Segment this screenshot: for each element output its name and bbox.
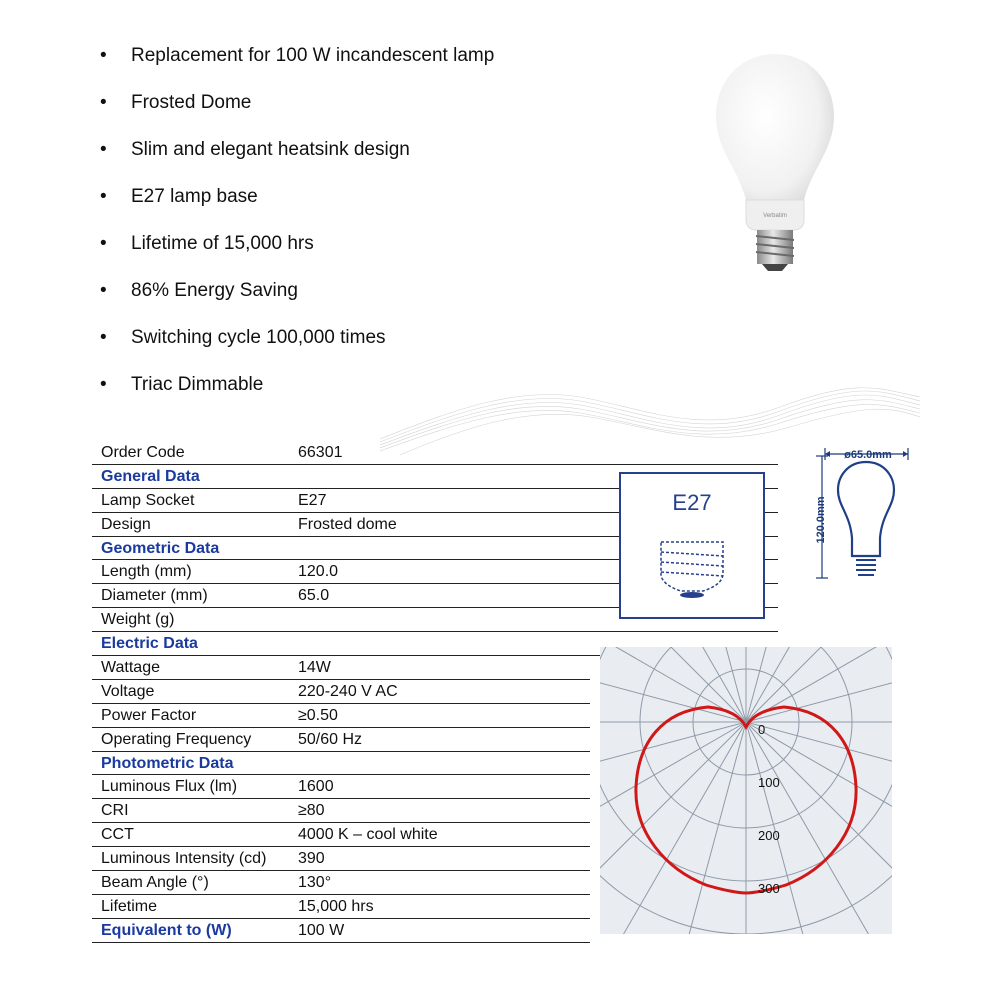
feature-item [100,275,494,322]
spec-value: 390 [298,850,325,868]
polar-grid-spoke [600,722,746,934]
spec-label: Luminous Intensity (cd) [101,850,267,868]
feature-text: Slim and elegant heatsink design [131,139,410,160]
spec-value: 1600 [298,778,334,796]
spec-value: ≥0.50 [298,706,338,724]
polar-radial-label: 100 [758,775,780,790]
spec-row [92,847,590,871]
feature-item [100,87,494,134]
bullet-icon: • [100,92,107,113]
spec-label: Length (mm) [101,563,192,581]
spec-value: 14W [298,659,331,677]
spec-value: 120.0 [298,563,339,581]
polar-grid-spoke [746,722,892,932]
feature-item [100,134,494,181]
feature-text: 86% Energy Saving [131,280,298,301]
spec-label: Lamp Socket [101,491,195,509]
spec-label: Design [101,515,151,533]
bullet-icon: • [100,186,107,207]
polar-grid-spoke [600,722,746,932]
feature-text: Lifetime of 15,000 hrs [131,233,314,254]
spec-value: 65.0 [298,587,330,605]
feature-text: Frosted Dome [131,92,252,113]
height-label: 120.0mm [815,496,827,544]
bullet-icon: • [100,139,107,160]
feature-item [100,181,494,228]
spec-label: CCT [101,826,134,844]
bullet-icon: • [100,374,107,395]
feature-text: Switching cycle 100,000 times [131,327,386,348]
e27-base-icon [621,474,763,617]
bulb-photo [710,50,840,272]
spec-label: Luminous Flux (lm) [101,778,238,796]
bulb-brand-text: Verbatim [763,213,787,219]
spec-row [92,823,590,847]
section-heading: Equivalent to (W) [101,921,232,939]
feature-text: Replacement for 100 W incandescent lamp [131,45,495,66]
spec-label: Diameter (mm) [101,587,208,605]
spec-label: Wattage [101,659,160,677]
spec-value: ≥80 [298,802,325,820]
spec-value: Frosted dome [298,515,397,533]
spec-row [92,704,590,728]
spec-value: 100 W [298,921,345,939]
bullet-icon: • [100,233,107,254]
spec-row [92,680,590,704]
section-heading-row [92,919,590,943]
feature-item [100,228,494,275]
spec-value: E27 [298,491,327,509]
spec-value: 15,000 hrs [298,897,374,915]
spec-label: Voltage [101,682,155,700]
polar-radial-label: 200 [758,828,780,843]
spec-value: 4000 K – cool white [298,826,438,844]
bullet-icon: • [100,280,107,301]
spec-label: Weight (g) [101,611,175,629]
polar-distribution-diagram [600,647,892,934]
polar-grid-spoke [600,722,746,831]
spec-label: Lifetime [101,897,158,915]
spec-value: 220-240 V AC [298,682,398,700]
feature-text: E27 lamp base [131,186,258,207]
spec-label: CRI [101,802,129,820]
section-heading: Photometric Data [101,754,234,772]
spec-label: Beam Angle (°) [101,874,209,892]
section-heading: Electric Data [101,635,198,653]
feature-list [100,40,494,416]
feature-item [100,40,494,87]
socket-label: E27 [672,490,712,515]
spec-label: Operating Frequency [101,730,252,748]
spec-label: Order Code [101,444,185,461]
spec-row [92,799,590,823]
polar-radial-label: 300 [758,881,780,896]
bullet-icon: • [100,327,107,348]
section-heading: Geometric Data [101,539,220,557]
spec-row [92,895,590,919]
dimension-drawing [800,440,930,585]
feature-item [100,322,494,369]
spec-row [92,728,590,752]
spec-row [92,871,590,895]
spec-value: 66301 [298,444,343,461]
feature-text: Triac Dimmable [131,374,264,395]
polar-radial-label: 0 [758,722,766,737]
polar-grid-spoke [600,722,746,934]
socket-diagram [619,472,765,619]
spec-row [92,775,590,799]
spec-row [92,441,778,465]
section-heading: General Data [101,467,200,485]
diameter-label: ø65.0mm [844,449,892,461]
spec-value: 50/60 Hz [298,730,363,748]
section-heading-row [92,752,590,776]
spec-label: Power Factor [101,706,197,724]
spec-value: 130° [298,874,332,892]
spec-row [92,656,590,680]
bullet-icon: • [100,45,107,66]
